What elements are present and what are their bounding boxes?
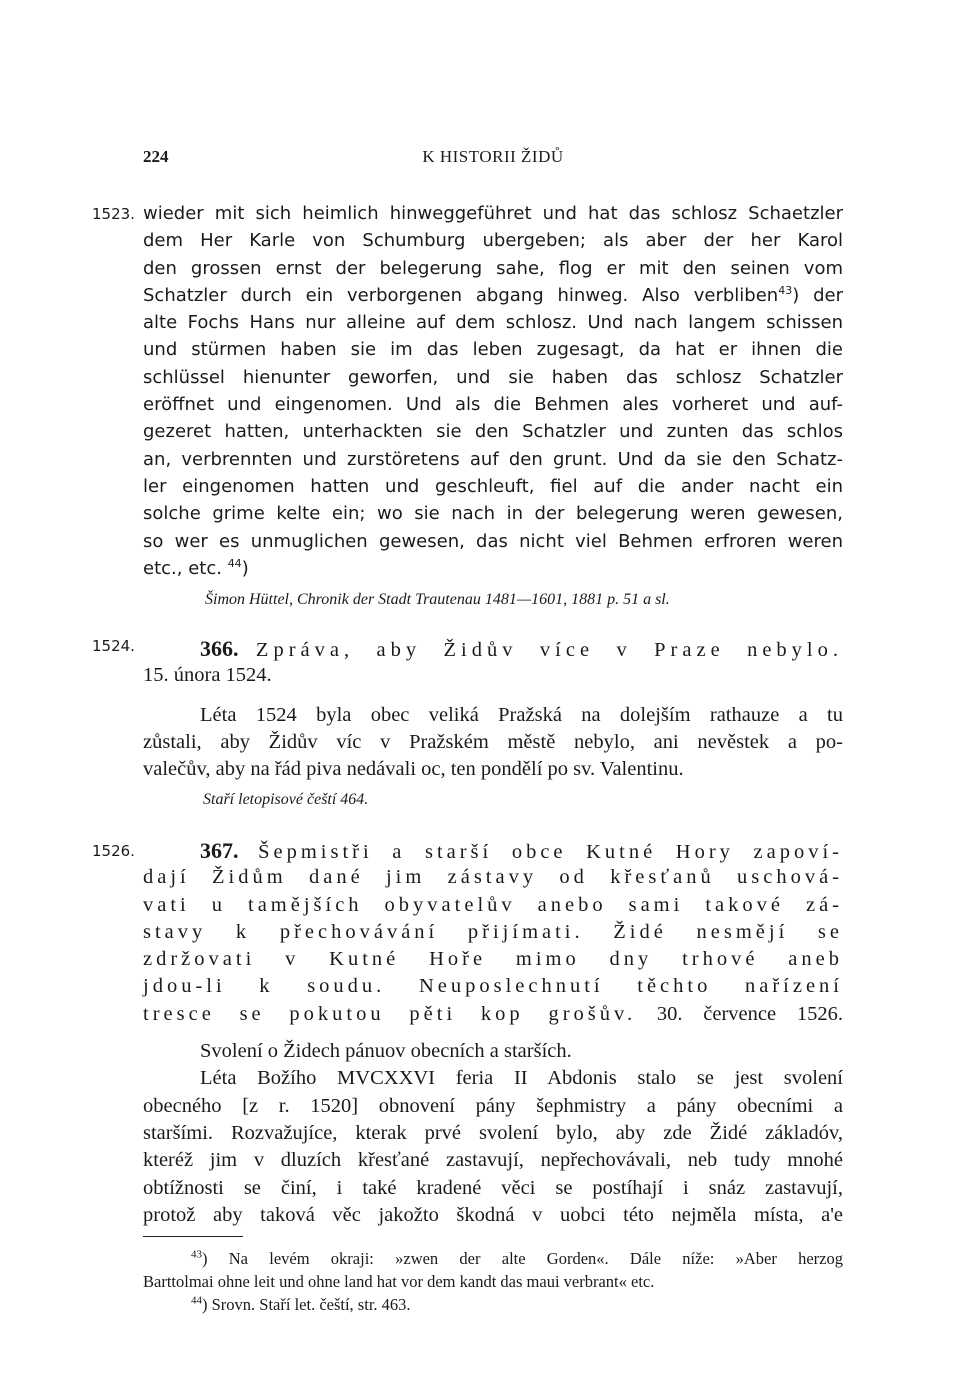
text-line: obecného [z r. 1520] obnovení pány šephmistry a pány obecními a	[143, 1094, 843, 1117]
text-line: so wer es unmuglichen gewesen, das nicht viel Behmen erfroren weren	[143, 530, 843, 552]
text-segment: ) der	[792, 284, 843, 306]
text-line: gezeret hatten, unterhackten sie den Schatzler und zunten das schlos	[143, 421, 843, 443]
footnote-label: 43	[191, 1248, 202, 1261]
page-header	[143, 147, 843, 173]
text-line: eröffnet und eingenomen. Und als die Behmen ales vorheret und auf-	[143, 394, 843, 416]
footnote-divider	[143, 1236, 243, 1237]
section-date: 30. července 1526.	[656, 1002, 843, 1025]
text-segment: )	[241, 557, 249, 579]
text-segment: Schatzler durch ein verborgenen abgang hinweg. Also verbliben	[143, 284, 779, 306]
section-367	[143, 837, 843, 1229]
section-title-line: stavy k přechovávání přijímati. Židé nesmějí se	[143, 920, 843, 943]
text-line	[143, 555, 843, 582]
footnote-text: ) Srovn. Staří let. čeští, str. 463.	[202, 1295, 411, 1314]
text-line: protož aby taková věc jakožto škodná v uobci této nejměla místa, a'e	[143, 1203, 843, 1226]
section-heading	[143, 837, 843, 864]
text-line: schlüssel hienunter geworfen, und sie haben das schlosz Schatzler	[143, 366, 843, 388]
text-line: an, verbrennten und zurstöretens auf den grunt. Und da sie den Schatz-	[143, 448, 843, 470]
section-title-line: jdou-li k soudu. Neuposlechnutí těchto nařízení	[143, 975, 843, 998]
text-line: alte Fochs Hans nur alleine auf dem schlosz. Und nach langem schissen	[143, 312, 843, 334]
footnote-text: Barttolmai ohne leit und ohne land hat vor dem kandt das maui verbrant« etc.	[143, 1272, 655, 1291]
text-line: Léta Božího MVCXXVI feria II Abdonis stalo se jest svolení	[200, 1067, 843, 1090]
footnote-44	[143, 1293, 843, 1316]
chronicle-paragraph	[143, 200, 843, 582]
text-line: kteréž jim v dluzích křesťané zastavují, nepřechovávali, neb tudy mnohé	[143, 1149, 843, 1172]
section-title: Zpráva, aby Židův více v Praze nebylo.	[255, 639, 844, 661]
text-line: solche grime kelte ein; wo sie nach in der belegerung weren gewesen,	[143, 503, 843, 525]
margin-year: 1523.	[92, 205, 135, 223]
section-number: 367.	[200, 838, 239, 863]
subheading: Svolení o Židech pánuov obecních a starších.	[200, 1040, 572, 1063]
section-366	[143, 635, 843, 783]
text-line: den grossen ernst der belegerung sahe, flog er mit den seinen vom	[143, 257, 843, 279]
text-line: obtížnosti se činí, i také kradené věci se postíhají i snáz zastavují,	[143, 1176, 843, 1199]
text-line: ler eingenomen hatten und geschleuft, fiel auf die ander nacht ein	[143, 475, 843, 497]
section-number: 366.	[200, 636, 239, 661]
text-line	[143, 1001, 843, 1028]
footnote-label: 44	[191, 1294, 202, 1307]
section-title-line: Šepmistři a starší obce Kutné Hory zapoví-	[258, 841, 843, 863]
margin-year: 1526.	[92, 842, 135, 860]
footnote-ref: 44	[227, 556, 242, 570]
running-head: K HISTORII ŽIDŮ	[422, 147, 564, 166]
page-number: 224	[143, 147, 169, 166]
text-line: valečův, aby na řád piva nedávali oc, ten pondělí po sv. Valentinu.	[143, 758, 684, 781]
text-line: zůstali, aby Židův víc v Pražském městě nebylo, ani nevěstek a po-	[143, 730, 843, 753]
section-date: 15. února 1524.	[143, 664, 272, 687]
source-citation: Šimon Hüttel, Chronik der Stadt Trautenau 1481—1601, 1881 p. 51 a sl.	[205, 591, 670, 608]
text-line: und stürmen haben sie im das leben zugesagt, da hat er ihnen die	[143, 339, 843, 361]
footnotes	[143, 1247, 843, 1316]
footnote-ref: 43	[778, 283, 793, 297]
text-line: staršími. Rozvažujíce, kterak prvé svolení bylo, aby zde Židé základóv,	[143, 1121, 843, 1144]
margin-year: 1524.	[92, 637, 135, 655]
section-title-line: tresce se pokutou pěti kop grošův.	[143, 1002, 637, 1025]
section-title-line: zdržovati v Kutné Hoře mimo dny trhové aneb	[143, 948, 843, 971]
section-title-line: vati u tamějších obyvatelův anebo sami takové zá-	[143, 893, 843, 916]
footnote-43	[143, 1247, 843, 1270]
section-title-line: dají Židům dané jim zástavy od křesťanů uschová-	[143, 866, 843, 889]
footnote-text: ) Na levém okraji: »zwen der alte Gorden«. Dále níže: »Aber herzog	[202, 1249, 843, 1268]
text-line: wieder mit sich heimlich hinweggeführet und hat das schlosz Schaetzler	[143, 203, 843, 224]
text-line: Léta 1524 byla obec veliká Pražská na dolejším rathauze a tu	[200, 703, 843, 726]
text-line: dem Her Karle von Schumburg ubergeben; als aber der her Karol	[143, 230, 843, 252]
section-heading	[143, 635, 843, 662]
source-citation: Staří letopisové čeští 464.	[203, 791, 369, 808]
text-line	[143, 282, 843, 309]
text-segment: etc., etc.	[143, 557, 222, 579]
